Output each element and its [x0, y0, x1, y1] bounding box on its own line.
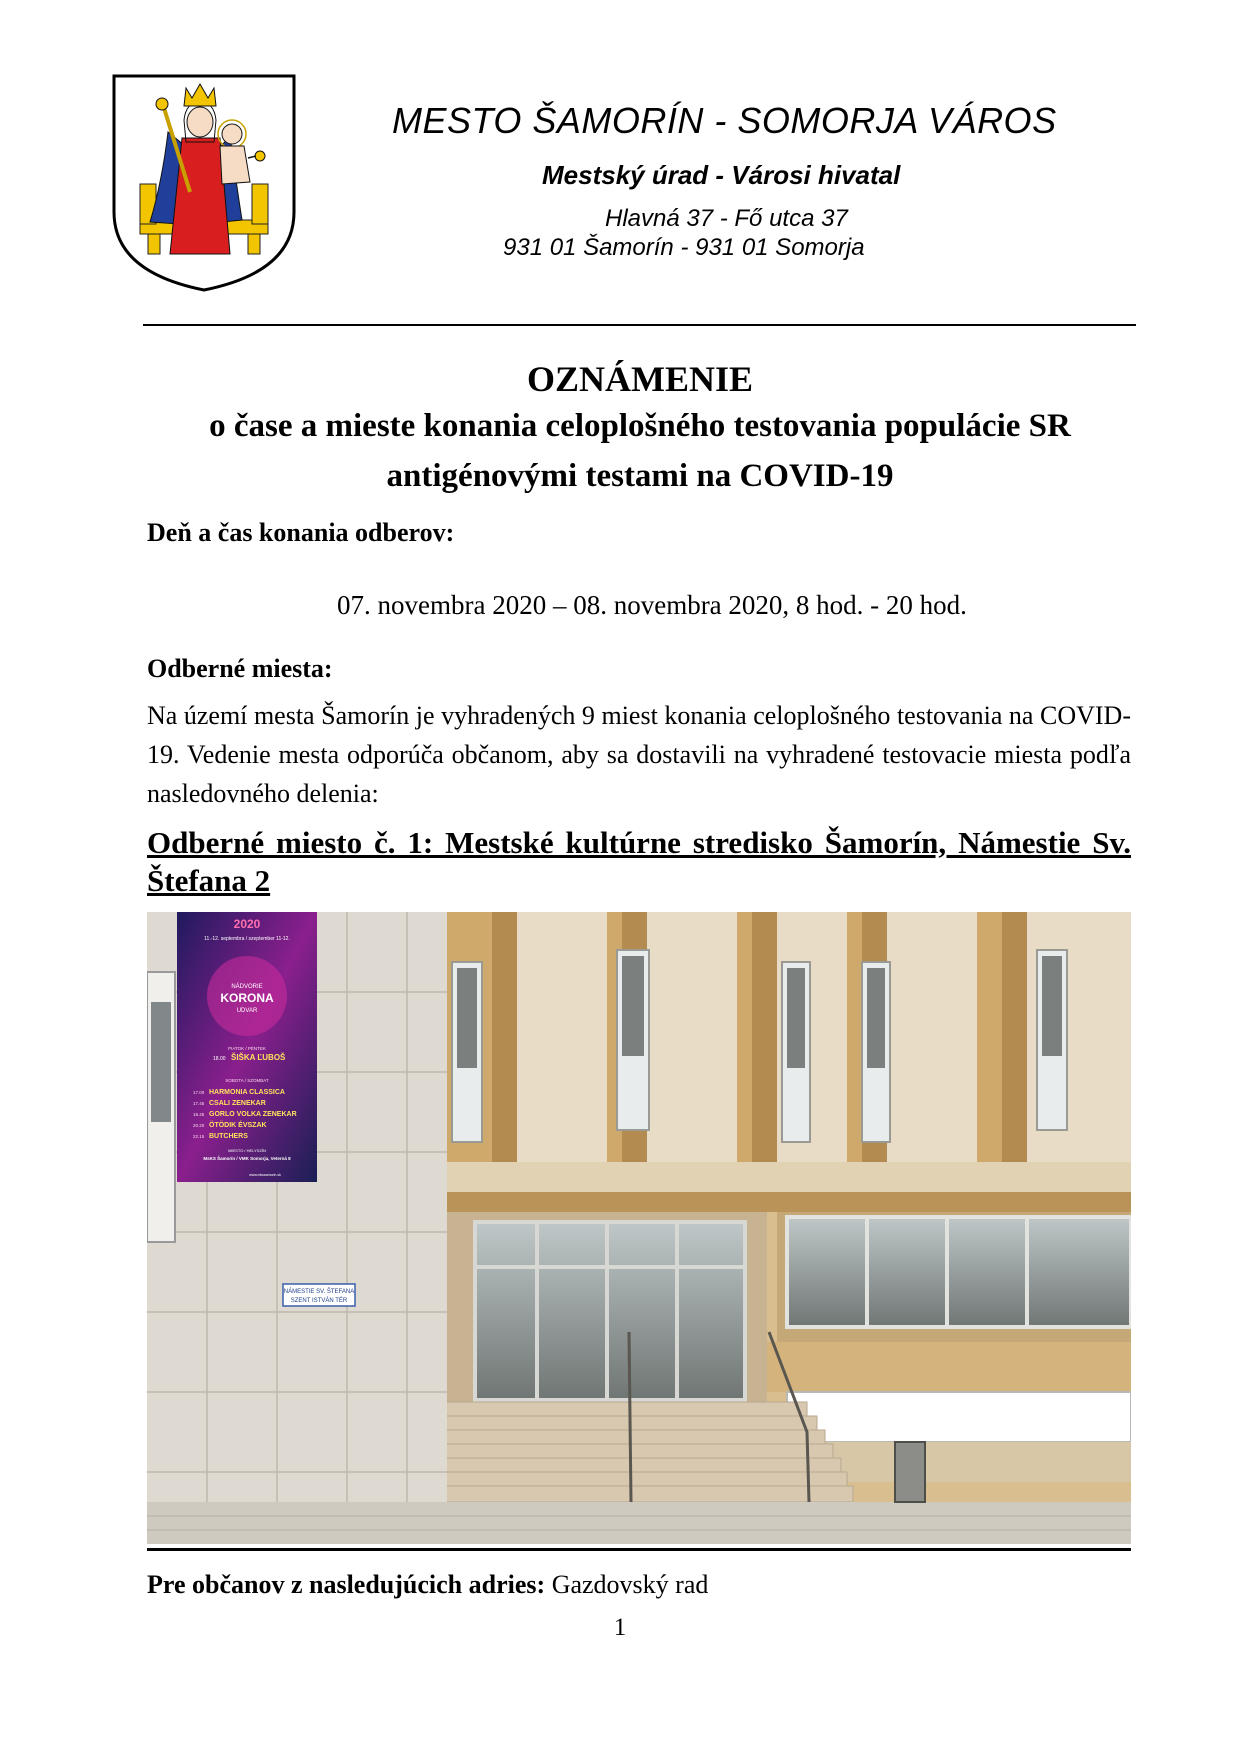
banner-day1-act: ŠIŠKA ĽUBOŠ — [231, 1053, 286, 1062]
notice-title: OZNÁMENIE — [526, 359, 754, 399]
banner-venue-label: MIESTO / HELYSZÍN — [228, 1148, 266, 1153]
banner-dates: 11.-12. septembra / szeptember 11-12. — [204, 936, 290, 942]
banner-name-1: NÁDVORIE — [231, 984, 263, 990]
banner-act-time: 17.00 — [193, 1090, 205, 1095]
festival-banner — [177, 912, 317, 1182]
intro-paragraph: Na území mesta Šamorín je vyhradených 9 miest konania celoplošného testovania na COVID-19. Vedenie mesta odporúča občanom, aby sa dostavili na vyhradené testovacie miesta podľa nasledovného delenia: — [147, 701, 1131, 808]
header-divider — [143, 324, 1136, 326]
places-label: Odberné miesta: — [147, 654, 333, 683]
banner-act-name: BUTCHERS — [209, 1133, 248, 1140]
banner-venue: MsKS Šamorín / VMK Somorja, Veterná 8 — [203, 1156, 291, 1161]
address-line — [147, 1570, 708, 1600]
banner-year: 2020 — [233, 917, 261, 931]
banner-act-name: GORLO VOLKA ZENEKAR — [209, 1111, 297, 1118]
page-number: 1 — [613, 1614, 627, 1641]
banner-act-time: 20.20 — [193, 1123, 205, 1128]
city-name: MESTO ŠAMORÍN - SOMORJA VÁROS — [392, 100, 1057, 141]
notice-subtitle-line2: antigénovými testami na COVID-19 — [386, 458, 894, 494]
address-value: Gazdovský rad — [551, 1570, 709, 1599]
address-label: Pre občanov z nasledujúcich adries: — [147, 1570, 546, 1599]
banner-day2: SOBOTA / SZOMBAT — [225, 1078, 269, 1083]
banner-act-name: CSALI ZENEKAR — [209, 1100, 266, 1107]
banner-act-time: 17.45 — [193, 1101, 205, 1106]
coat-of-arms-icon — [110, 72, 298, 294]
street-sign — [283, 1284, 355, 1306]
photo-divider — [147, 1548, 1131, 1551]
date-label: Deň a čas konania odberov: — [147, 518, 455, 547]
building-photo — [147, 912, 1131, 1544]
address-city: 931 01 Šamorín - 931 01 Somorja — [503, 234, 865, 261]
date-value: 07. novembra 2020 – 08. novembra 2020, 8 hod. - 20 hod. — [337, 590, 967, 620]
site-1-heading: Odberné miesto č. 1: Mestské kultúrne stredisko Šamorín, Námestie Sv. Štefana 2 — [147, 825, 1131, 898]
banner-act-time: 22.15 — [193, 1134, 205, 1139]
banner-act-time: 18.45 — [193, 1112, 205, 1117]
banner-act-name: HARMONIA CLASSICA — [209, 1089, 285, 1096]
office-name: Mestský úrad - Városi hivatal — [542, 160, 901, 190]
street-sign-line1: NÁMESTIE SV. ŠTEFANA — [283, 1289, 355, 1295]
banner-name-2: KORONA — [220, 991, 274, 1005]
address-street: Hlavná 37 - Fő utca 37 — [605, 205, 848, 232]
banner-name-3: UDVAR — [236, 1008, 258, 1014]
banner-day1-time: 18.00 — [213, 1056, 226, 1062]
banner-act-name: ÖTÖDIK ÉVSZAK — [209, 1122, 267, 1129]
street-sign-line2: SZENT ISTVÁN TÉR — [290, 1298, 348, 1304]
notice-subtitle-line1: o čase a mieste konania celoplošného testovania populácie SR — [209, 408, 1071, 444]
banner-day1: PIATOK / PÉNTEK — [228, 1046, 266, 1051]
banner-web: www.mkssamorin.sk — [249, 1173, 281, 1177]
